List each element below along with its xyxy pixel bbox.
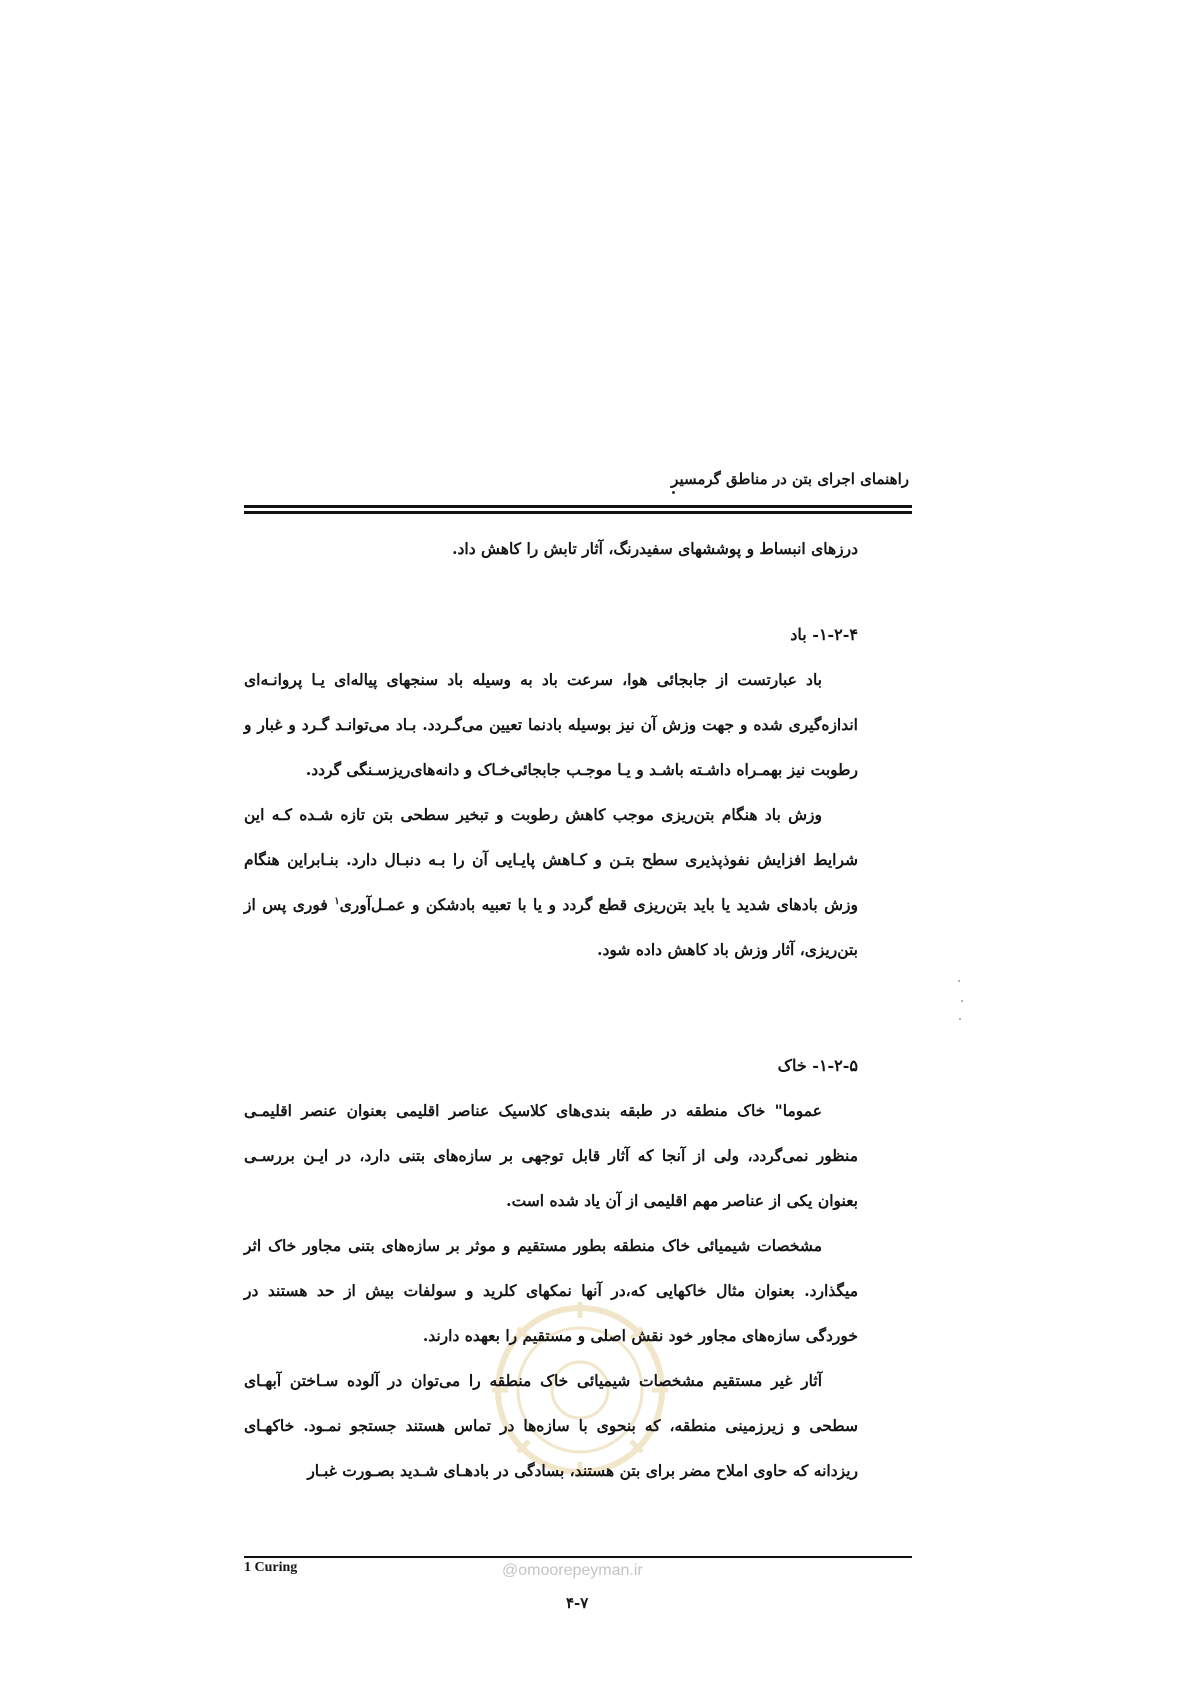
watermark-url: @omoorepeyman.ir [502,1562,643,1579]
margin-speck [961,1000,963,1002]
soil-paragraph-1: عموما" خاک منطقه در طبقه بندی‌های کلاسیک عناصر اقلیمی بعنوان عنصر اقلیمـی منظور نمی‌گردد، ولی از آنجا که آثار قابل توجهی بر سازه‌های بتنی دارد، در ایـن بررسـی بعنوان یکی از عناصر مهم اقلیمی از آن یاد شده است. [244,1101,858,1210]
footnote-rule [244,1556,912,1558]
soil-paragraph-2: مشخصات شیمیائی خاک منطقه بطور مستقیم و موثر بر سازه‌های بتنی مجاور خاک اثر میگذارد. بعنوان مثال خاکهایی که،در آنها نمکهای کلرید و سولفات بیش از حد هستند در خوردگی سازه‌های مجاور خود نقش اصلی و مستقیم را بعهده دارند. [244,1236,858,1345]
running-head-title: راهنمای اجرای بتن در مناطق گرمسیر [671,470,909,488]
wind-section-block [244,526,858,571]
carryover-line: درزهای انبساط و پوششهای سفیدرنگ، آثار تابش را کاهش داد. [452,539,858,558]
footnote-reference-marker: ۱ [334,895,340,907]
page-number: ۴-۷ [566,1594,589,1612]
soil-section [244,1043,858,1493]
margin-speck [959,1018,961,1020]
wind-section [244,612,858,972]
header-dot [672,491,675,494]
wind-paragraph-1: باد عبارتست از جابجائی هوا، سرعت باد به وسیله باد سنجهای پیاله‌ای یـا پروانـه‌ای اندازه‌گیری شده و جهت وزش آن نیز بوسیله بادنما تعیین می‌گـردد. بـاد می‌توانـد گـرد و غبار و رطوبت نیز بهمـراه داشـته باشـد و یـا موجـب جابجائی‌خـاک و دانه‌های‌ریزسـنگی گردد. [244,670,858,779]
header-rule-bottom [244,511,912,514]
wind-paragraph-2-end: فوری پس از بتن‌ریزی، آثار وزش باد کاهش داده شود. [244,895,858,959]
section-heading-soil: ۱-۲-۵- خاک [777,1056,858,1075]
footnote: 1 Curing [244,1560,298,1575]
section-heading-wind: ۱-۲-۴- باد [790,625,858,644]
wind-paragraph-2-text: وزش باد هنگام بتن‌ریزی موجب کاهش رطوبت و تبخیر سطحی بتن تازه شـده کـه این شرایط افزایش نفوذپذیری سطح بتـن و کـاهش پایـایی آن را بـه دنبـال دارد. بنـابراین هنگام وزش بادهای شدید یا باید بتن‌ریزی قطع گردد و یا با تعبیه بادشکن و عمـل‌آوری [244,805,858,914]
margin-speck [958,980,960,982]
soil-paragraph-3: آثار غیر مستقیم مشخصات شیمیائی خاک منطقه را می‌توان در آلوده سـاختن آبهـای سطحی و زیرزمینی منطقه، که بنحوی با سازه‌ها در تماس هستند جستجو نمـود. خاکهـای ریزدانه که حاوی املاح مضر برای بتن هستند، بسادگی در بادهـای شـدید بصـورت غبـار [244,1371,858,1480]
wind-paragraph-2 [244,792,858,972]
header-rule-top [244,505,912,508]
